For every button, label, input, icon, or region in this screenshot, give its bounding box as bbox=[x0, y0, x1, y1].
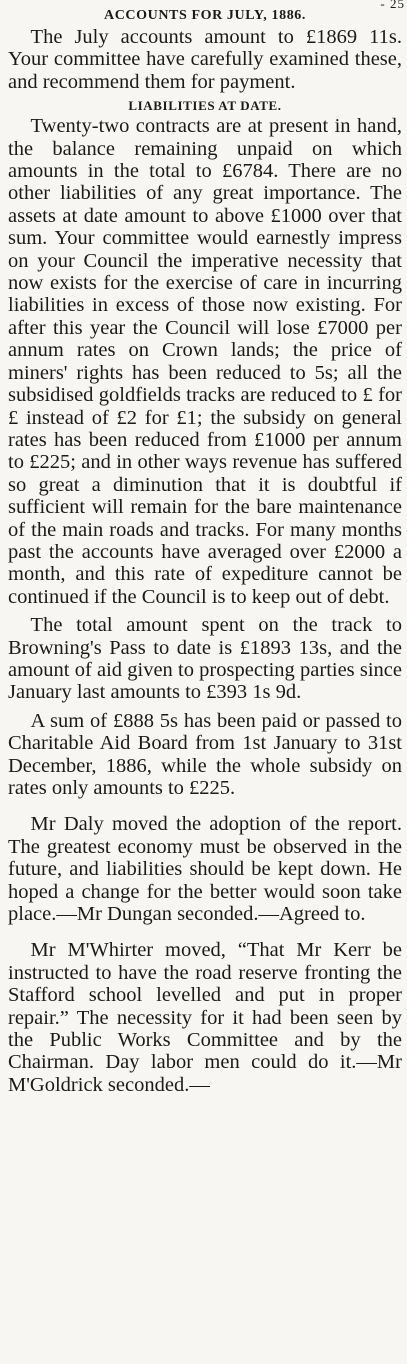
paragraph-liabilities: Twenty-two contracts are at present in hand, the balance remaining unpaid on which amounts in the total to £6784. There are no other liabilities of any great importance. The assets at date amount to above £1000 over that sum. Your committee would earnestly impress on your Council the imperative necessity that now exists for the exercise of care in incurring liabilities in excess of those now existing. For after this year the Council will lose £7000 per annum rates on Crown lands; the price of miners' rights has been reduced to 5s; all the subsidised goldfields tracks are reduced to £ for £ instead of £2 for £1; the subsidy on general rates has been reduced from £1000 per annum to £225; and in other ways revenue has suffered so great a diminution that it is doubtful if sufficient will remain for the bare maintenance of the main roads and tracks. For many months past the accounts have averaged over £2000 a month, and this rate of expediture cannot be continued if the Council is to keep out of debt. bbox=[8, 115, 402, 608]
paragraph-browning-pass: The total amount spent on the track to Browning's Pass to date is £1893 13s, and the amount of aid given to prospecting parties since January last amounts to £393 1s 9d. bbox=[8, 614, 402, 704]
paragraph-accounts: The July accounts amount to £1869 11s. Your committee have carefully examined these, and recommend them for payment. bbox=[8, 26, 402, 93]
paragraph-mwhirter-motion: Mr M'Whirter moved, “That Mr Kerr be instructed to have the road reserve fronting the Stafford school levelled and put in proper repair.” The necessity for it had been seen by the Public Works Committee and by the Chairman. Day labor men could do it.—Mr M'Goldrick seconded.— bbox=[8, 939, 402, 1096]
section-heading-accounts: ACCOUNTS FOR JULY, 1886. bbox=[103, 8, 306, 23]
paragraph-charitable-aid: A sum of £888 5s has been paid or passed to Charitable Aid Board from 1st January to 31st December, 1886, while the whole subsidy on rates only amounts to £225. bbox=[8, 709, 402, 799]
section-heading-liabilities: LIABILITIES AT DATE. bbox=[128, 98, 282, 114]
paragraph-daly-motion: Mr Daly moved the adoption of the report. The greatest economy must be observed in the future, and liabilities should be kept down. He hoped a change for the better would soon take place.—Mr Dungan seconded.—Agreed to. bbox=[8, 813, 402, 926]
corner-marks: - 25 bbox=[380, 0, 405, 11]
